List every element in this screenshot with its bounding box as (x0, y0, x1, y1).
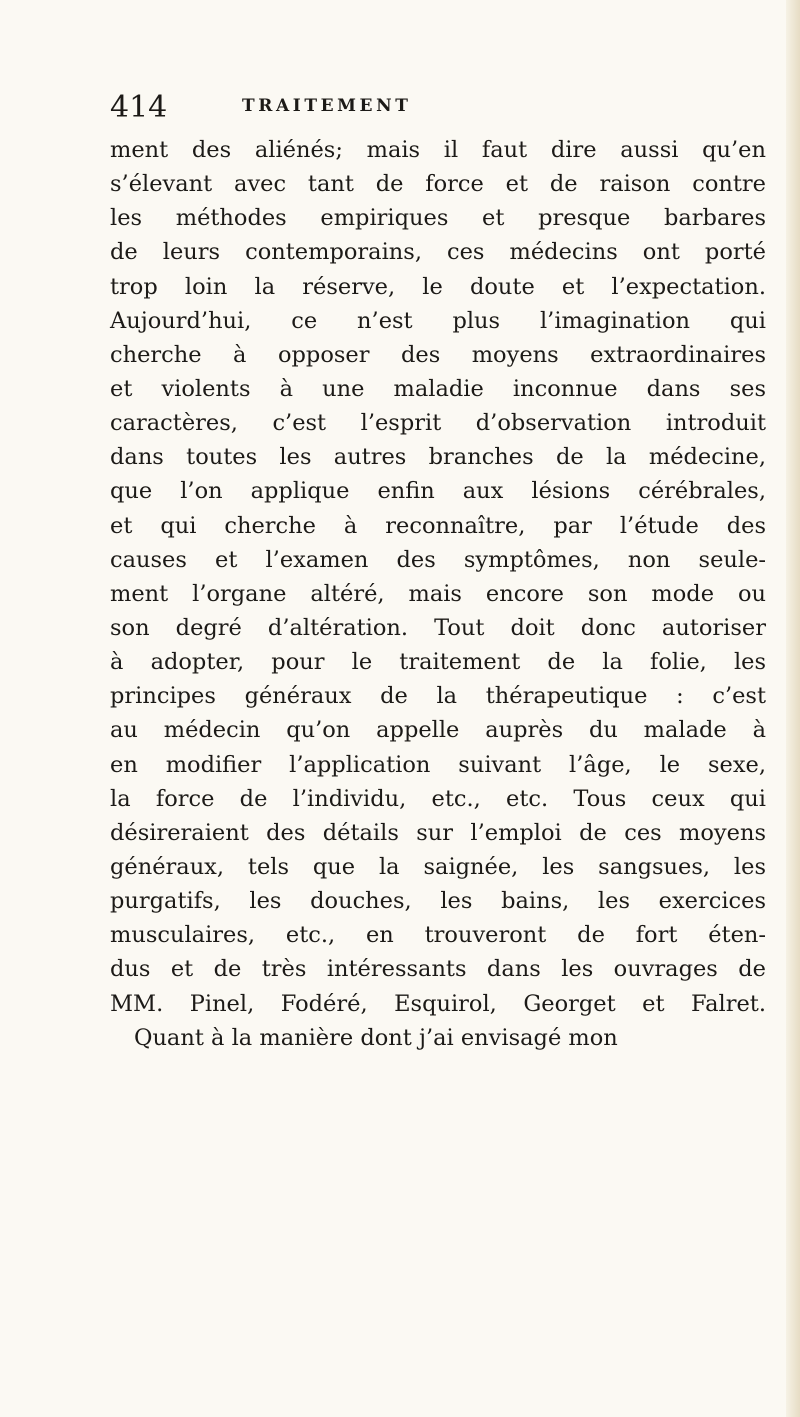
text-line: au médecin qu’on appelle auprès du malade à (110, 717, 766, 744)
text-line: Aujourd’hui, ce n’est plus l’imagination qui (110, 307, 766, 334)
text-line: en modifier l’application suivant l’âge, le sexe, (110, 751, 766, 778)
text-line: cherche à opposer des moyens extraordinaires (110, 341, 766, 368)
running-head (110, 86, 750, 126)
text-line: la force de l’individu, etc., etc. Tous ceux qui (110, 785, 766, 812)
text-line: s’élevant avec tant de force et de raison contre (110, 171, 766, 198)
text-line: dus et de très intéressants dans les ouvrages de (110, 956, 766, 983)
body-text (110, 133, 766, 1055)
text-line: ment des aliénés; mais il faut dire aussi qu’en (110, 137, 766, 163)
text-line: principes généraux de la thérapeutique : c’est (110, 683, 766, 710)
text-line: et violents à une maladie inconnue dans ses (110, 375, 766, 402)
text-line: MM. Pinel, Fodéré, Esquirol, Georget et Falret. (110, 990, 766, 1017)
text-line: les méthodes empiriques et presque barbares (110, 205, 766, 232)
text-line: trop loin la réserve, le doute et l’expectation. (110, 273, 766, 300)
text-line: musculaires, etc., en trouveront de fort éten- (110, 922, 766, 949)
text-line: caractères, c’est l’esprit d’observation introduit (110, 410, 766, 437)
text-line: de leurs contemporains, ces médecins ont porté (110, 239, 766, 266)
running-title: TRAITEMENT (242, 96, 412, 116)
text-line: à adopter, pour le traitement de la folie, les (110, 649, 766, 676)
text-line: désireraient des détails sur l’emploi de ces moyens (110, 819, 766, 846)
text-line: que l’on applique enfin aux lésions cérébrales, (110, 478, 766, 505)
page-number: 414 (110, 90, 168, 125)
text-line: dans toutes les autres branches de la médecine, (110, 444, 766, 471)
text-line: purgatifs, les douches, les bains, les exercices (110, 888, 766, 915)
page-edge (786, 0, 800, 1417)
text-line: Quant à la manière dont j’ai envisagé mon (134, 1024, 618, 1051)
text-line: causes et l’examen des symptômes, non seule- (110, 546, 766, 573)
text-line: son degré d’altération. Tout doit donc autoriser (110, 614, 766, 641)
text-line: et qui cherche à reconnaître, par l’étude des (110, 512, 766, 539)
text-line: généraux, tels que la saignée, les sangsues, les (110, 853, 766, 880)
text-line: ment l’organe altéré, mais encore son mode ou (110, 580, 766, 607)
